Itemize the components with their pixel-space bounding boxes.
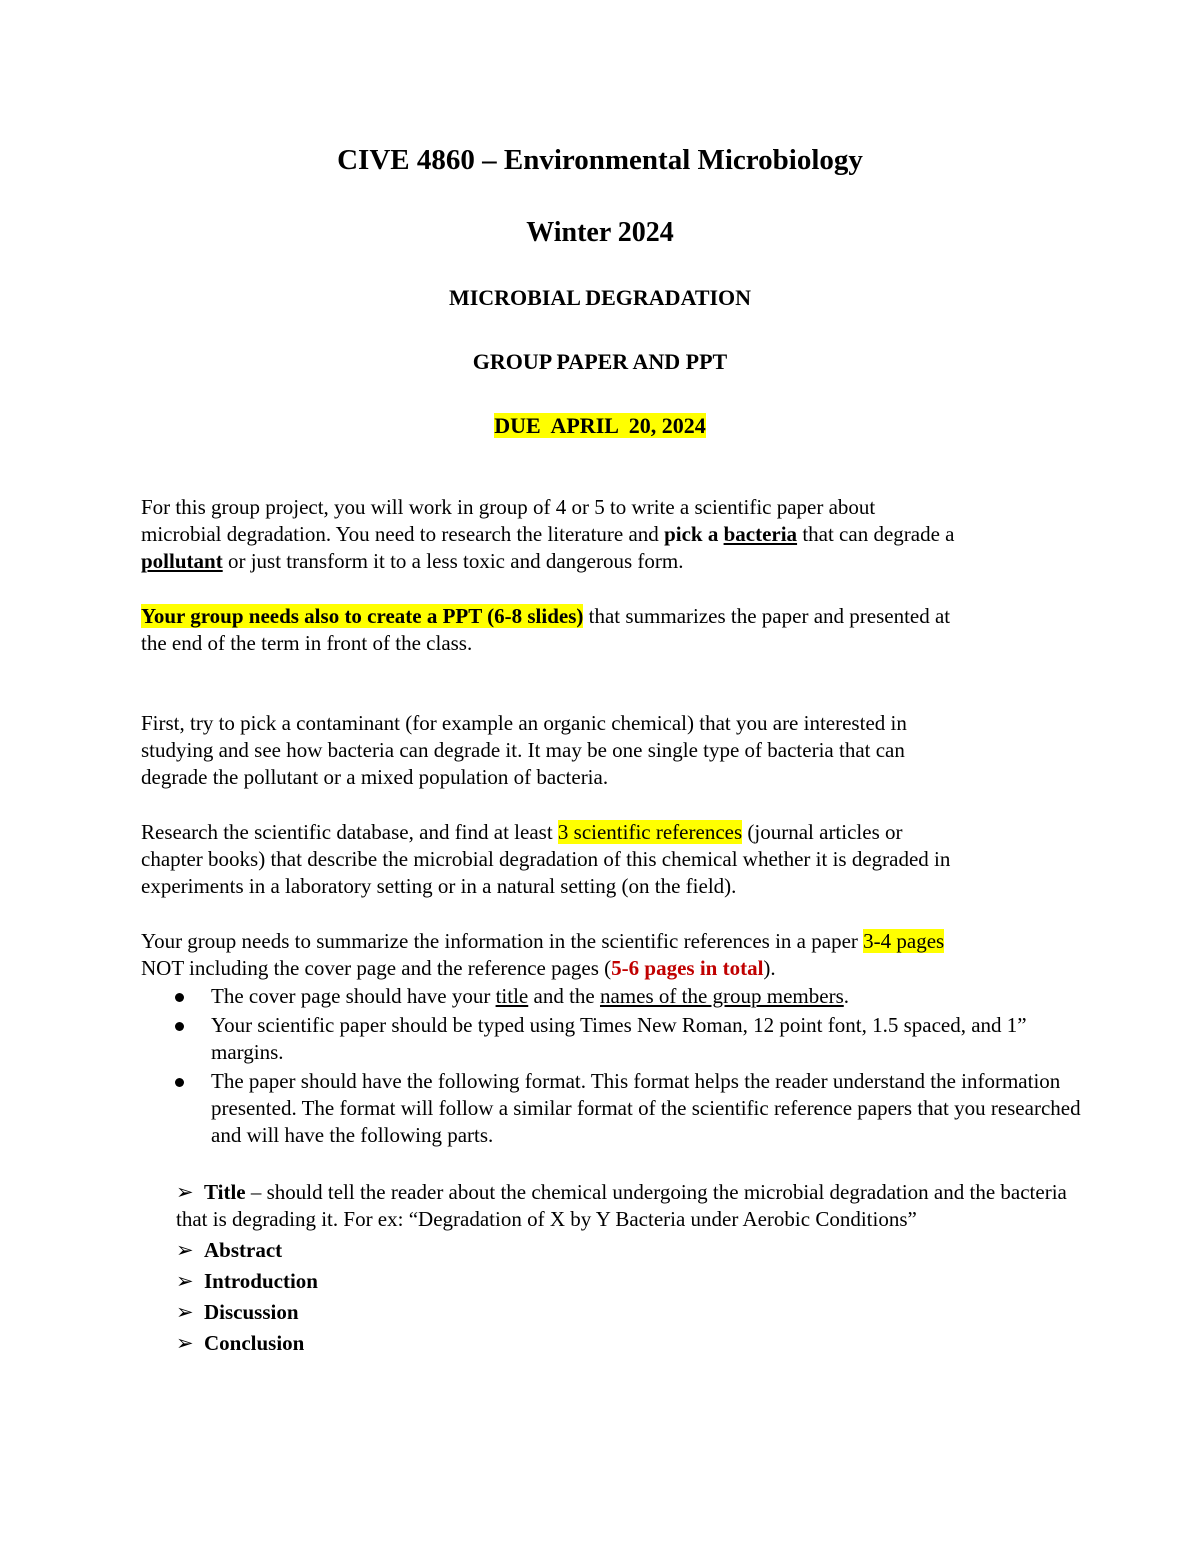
arrow-icon: ➢ <box>176 1180 194 1204</box>
ppt-line-1 <box>141 603 1081 630</box>
bullet-text: The paper should have the following format. This format helps the reader understand the information presented. The format will follow a similar format of the scientific reference papers that you researched and will have the following parts. <box>211 1069 1081 1147</box>
research-line-3: experiments in a laboratory setting or in a natural setting (on the field). <box>141 874 737 898</box>
ppt-paragraph <box>141 603 1081 657</box>
bullet-text-part: and the <box>528 984 600 1008</box>
intro-line-2 <box>141 521 1081 548</box>
contaminant-paragraph <box>141 710 1081 791</box>
group-members-underlined: names of the group members <box>599 984 844 1008</box>
list-item <box>141 1068 1101 1149</box>
ppt-highlight: Your group needs also to create a PPT (6-8 slides) <box>141 604 584 628</box>
list-item <box>141 983 1101 1010</box>
arrow-icon: ➢ <box>176 1300 194 1324</box>
intro-paragraph <box>141 494 1081 575</box>
title-underlined: title <box>495 984 529 1008</box>
part-abstract <box>176 1237 1096 1264</box>
part-label: Abstract <box>204 1238 283 1262</box>
bullet-text-part: . <box>843 984 850 1008</box>
due-date-heading <box>0 409 1200 443</box>
bullet-icon <box>175 1022 184 1031</box>
arrow-icon: ➢ <box>176 1331 194 1355</box>
total-pages-emphasis: 5-6 pages in total <box>611 956 764 980</box>
contaminant-line-3: degrade the pollutant or a mixed population of bacteria. <box>141 765 609 789</box>
ppt-line-2: the end of the term in front of the class. <box>141 631 473 655</box>
requirements-list <box>141 983 1101 1151</box>
references-highlight: 3 scientific references <box>557 820 743 844</box>
intro-text-end: that can degrade a <box>797 522 955 546</box>
bullet-text <box>211 983 1101 1010</box>
bacteria-emphasis: bacteria <box>723 522 798 546</box>
bullet-text: Your scientific paper should be typed using Times New Roman, 12 point font, 1.5 spaced, and 1” margins. <box>211 1013 1027 1064</box>
pick-emphasis: pick a <box>664 522 724 546</box>
intro-text: microbial degradation. You need to research the literature and <box>141 522 665 546</box>
summary-line-1 <box>141 928 1081 955</box>
summary-text-2: NOT including the cover page and the reference pages ( <box>141 956 612 980</box>
part-label: Conclusion <box>204 1331 305 1355</box>
summary-text: Your group needs to summarize the information in the scientific references in a paper <box>141 929 864 953</box>
contaminant-line-2: studying and see how bacteria can degrade it. It may be one single type of bacteria that can <box>141 738 905 762</box>
bullet-icon <box>175 993 184 1002</box>
term-heading: Winter 2024 <box>526 217 674 248</box>
arrow-icon: ➢ <box>176 1238 194 1262</box>
list-item <box>141 1012 1101 1066</box>
summary-paragraph <box>141 928 1081 982</box>
summary-text-end: ). <box>763 956 776 980</box>
part-discussion <box>176 1299 1096 1326</box>
part-label: Introduction <box>204 1269 318 1293</box>
research-line-1 <box>141 819 1081 846</box>
part-title <box>176 1179 1096 1233</box>
pages-highlight: 3-4 pages <box>863 929 945 953</box>
research-text-end: (journal articles or <box>742 820 903 844</box>
summary-line-2 <box>141 955 1081 982</box>
research-paragraph <box>141 819 1081 900</box>
topic-heading: MICROBIAL DEGRADATION <box>448 285 752 310</box>
part-label: Discussion <box>204 1300 299 1324</box>
ppt-text: that summarizes the paper and presented at <box>583 604 951 628</box>
bullet-icon <box>175 1078 184 1087</box>
paper-parts-list <box>176 1179 1096 1357</box>
bullet-text-part: The cover page should have your <box>211 984 496 1008</box>
due-date-highlight: DUE APRIL 20, 2024 <box>494 413 706 438</box>
assignment-heading: GROUP PAPER AND PPT <box>472 349 728 374</box>
contaminant-line-1: First, try to pick a contaminant (for example an organic chemical) that you are interested in <box>141 711 907 735</box>
course-title: CIVE 4860 – Environmental Microbiology <box>337 144 863 176</box>
intro-line-3 <box>141 548 1081 575</box>
intro-line-1: For this group project, you will work in group of 4 or 5 to write a scientific paper about <box>141 495 876 519</box>
part-label: Title <box>204 1180 246 1204</box>
intro-text-tail: or just transform it to a less toxic and dangerous form. <box>222 549 684 573</box>
part-conclusion <box>176 1330 1096 1357</box>
research-line-2: chapter books) that describe the microbial degradation of this chemical whether it is degraded in <box>141 847 951 871</box>
arrow-icon: ➢ <box>176 1269 194 1293</box>
part-description: – should tell the reader about the chemical undergoing the microbial degradation and the bacteria that is degrading it. For ex: “Degradation of X by Y Bacteria under Aerobic Conditions” <box>176 1180 1073 1231</box>
pollutant-emphasis: pollutant <box>141 549 223 573</box>
part-introduction <box>176 1268 1096 1295</box>
research-text: Research the scientific database, and find at least <box>141 820 558 844</box>
